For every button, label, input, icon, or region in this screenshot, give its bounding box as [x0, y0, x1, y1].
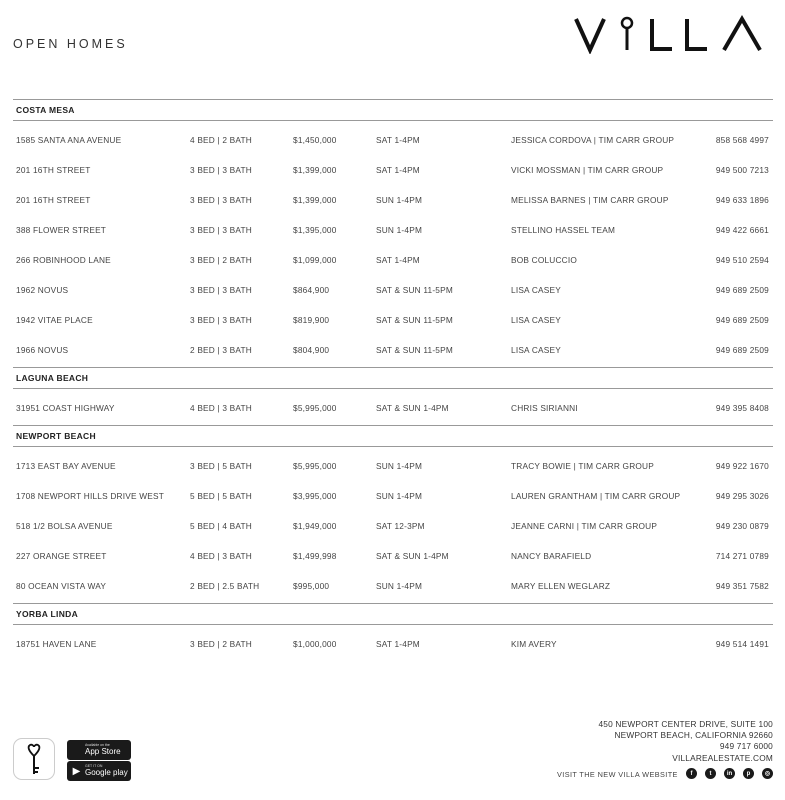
address-cell: 227 ORANGE STREET — [16, 551, 107, 561]
price-cell: $1,395,000 — [293, 225, 337, 235]
open-time-cell: SAT 1-4PM — [376, 639, 420, 649]
bed-bath-cell: 3 BED | 3 BATH — [190, 315, 252, 325]
agent-cell: KIM AVERY — [511, 639, 557, 649]
bed-bath-cell: 4 BED | 3 BATH — [190, 403, 252, 413]
phone-cell: 949 395 8408 — [715, 403, 769, 413]
agent-cell: CHRIS SIRIANNI — [511, 403, 578, 413]
address-cell: 31951 COAST HIGHWAY — [16, 403, 115, 413]
google-play-badge[interactable] — [67, 761, 131, 781]
listing-row[interactable] — [13, 481, 773, 511]
bed-bath-cell: 3 BED | 3 BATH — [190, 285, 252, 295]
bed-bath-cell: 4 BED | 3 BATH — [190, 551, 252, 561]
price-cell: $819,900 — [293, 315, 330, 325]
listing-row[interactable] — [13, 185, 773, 215]
address-cell: 1966 NOVUS — [16, 345, 69, 355]
bed-bath-cell: 3 BED | 2 BATH — [190, 255, 252, 265]
listing-row[interactable] — [13, 393, 773, 423]
address-cell: 201 16TH STREET — [16, 195, 91, 205]
phone-cell: 949 689 2509 — [715, 345, 769, 355]
address-cell: 1708 NEWPORT HILLS DRIVE WEST — [16, 491, 164, 501]
key-icon — [25, 742, 43, 776]
address-cell: 1585 SANTA ANA AVENUE — [16, 135, 122, 145]
open-time-cell: SAT 12-3PM — [376, 521, 425, 531]
bed-bath-cell: 2 BED | 3 BATH — [190, 345, 252, 355]
listing-row[interactable] — [13, 335, 773, 365]
agent-cell: JESSICA CORDOVA | TIM CARR GROUP — [511, 135, 675, 145]
linkedin-icon[interactable]: in — [724, 768, 735, 779]
listing-row[interactable] — [13, 451, 773, 481]
agent-cell: TRACY BOWIE | TIM CARR GROUP — [511, 461, 654, 471]
open-time-cell: SUN 1-4PM — [376, 195, 423, 205]
section-costa-mesa — [13, 99, 773, 367]
open-time-cell: SUN 1-4PM — [376, 461, 423, 471]
open-time-cell: SAT 1-4PM — [376, 135, 420, 145]
price-cell: $1,499,998 — [293, 551, 337, 561]
open-time-cell: SAT & SUN 11-5PM — [376, 285, 453, 295]
app-store-small-text: Available on the — [85, 743, 110, 748]
phone-cell: 858 568 4997 — [715, 135, 769, 145]
agent-cell: NANCY BARAFIELD — [511, 551, 592, 561]
phone-cell: 949 689 2509 — [715, 285, 769, 295]
google-play-small-text: GET IT ON — [85, 764, 103, 769]
price-cell: $1,450,000 — [293, 135, 337, 145]
office-phone: 949 717 6000 — [719, 741, 773, 752]
address-cell: 1942 VITAE PLACE — [16, 315, 93, 325]
agent-cell: MARY ELLEN WEGLARZ — [511, 581, 611, 591]
open-time-cell: SAT & SUN 11-5PM — [376, 345, 453, 355]
agent-cell: JEANNE CARNI | TIM CARR GROUP — [511, 521, 658, 531]
listing-row[interactable] — [13, 305, 773, 335]
app-store-text: App Store — [85, 746, 121, 756]
address-cell: 18751 HAVEN LANE — [16, 639, 97, 649]
open-time-cell: SUN 1-4PM — [376, 491, 423, 501]
google-play-text: Google play — [85, 767, 128, 777]
website-link[interactable]: VILLAREALESTATE.COM — [672, 752, 773, 763]
facebook-icon[interactable]: f — [686, 768, 697, 779]
open-time-cell: SAT & SUN 1-4PM — [376, 403, 449, 413]
google-play-icon: ▶ — [72, 765, 81, 777]
address-line: NEWPORT BEACH, CALIFORNIA 92660 — [614, 730, 773, 741]
villa-logo-mark — [574, 14, 774, 54]
address-cell: 1962 NOVUS — [16, 285, 69, 295]
open-time-cell: SAT & SUN 1-4PM — [376, 551, 449, 561]
phone-cell: 949 230 0879 — [715, 521, 769, 531]
section-header: COSTA MESA — [13, 99, 773, 121]
open-homes-listing — [13, 99, 773, 661]
price-cell: $1,399,000 — [293, 195, 337, 205]
listing-row[interactable] — [13, 155, 773, 185]
section-laguna-beach — [13, 367, 773, 425]
section-header: NEWPORT BEACH — [13, 425, 773, 447]
listing-row[interactable] — [13, 275, 773, 305]
agent-cell: MELISSA BARNES | TIM CARR GROUP — [511, 195, 669, 205]
phone-cell: 949 351 7582 — [715, 581, 769, 591]
address-cell: 388 FLOWER STREET — [16, 225, 107, 235]
section-header: YORBA LINDA — [13, 603, 773, 625]
open-time-cell: SAT & SUN 11-5PM — [376, 315, 453, 325]
address-cell: 518 1/2 BOLSA AVENUE — [16, 521, 113, 531]
agent-cell: VICKI MOSSMAN | TIM CARR GROUP — [511, 165, 664, 175]
phone-cell: 949 500 7213 — [715, 165, 769, 175]
agent-cell: LISA CASEY — [511, 345, 561, 355]
bed-bath-cell: 2 BED | 2.5 BATH — [190, 581, 260, 591]
phone-cell: 949 922 1670 — [715, 461, 769, 471]
office-address — [598, 719, 773, 764]
listing-row[interactable] — [13, 541, 773, 571]
bed-bath-cell: 4 BED | 2 BATH — [190, 135, 252, 145]
address-cell: 80 OCEAN VISTA WAY — [16, 581, 107, 591]
agent-cell: BOB COLUCCIO — [511, 255, 578, 265]
listing-row[interactable] — [13, 629, 773, 659]
villa-logo[interactable] — [574, 14, 774, 54]
price-cell: $1,949,000 — [293, 521, 337, 531]
agent-cell: LISA CASEY — [511, 315, 561, 325]
listing-row[interactable] — [13, 125, 773, 155]
bed-bath-cell: 3 BED | 3 BATH — [190, 195, 252, 205]
social-links — [686, 768, 773, 779]
bed-bath-cell: 5 BED | 4 BATH — [190, 521, 252, 531]
price-cell: $3,995,000 — [293, 491, 337, 501]
twitter-icon[interactable]: t — [705, 768, 716, 779]
section-newport-beach — [13, 425, 773, 603]
app-store-badge[interactable] — [67, 740, 131, 760]
visit-website-text[interactable]: VISIT THE NEW VILLA WEBSITE — [557, 770, 678, 779]
bed-bath-cell: 5 BED | 5 BATH — [190, 491, 252, 501]
phone-cell: 949 633 1896 — [715, 195, 769, 205]
agent-cell: LAUREN GRANTHAM | TIM CARR GROUP — [511, 491, 681, 501]
bed-bath-cell: 3 BED | 3 BATH — [190, 225, 252, 235]
agent-cell: STELLINO HASSEL TEAM — [511, 225, 616, 235]
phone-cell: 949 514 1491 — [715, 639, 769, 649]
section-header: LAGUNA BEACH — [13, 367, 773, 389]
open-time-cell: SAT 1-4PM — [376, 255, 420, 265]
address-cell: 266 ROBINHOOD LANE — [16, 255, 111, 265]
agent-cell: LISA CASEY — [511, 285, 561, 295]
price-cell: $995,000 — [293, 581, 330, 591]
villa-app-icon[interactable] — [13, 738, 55, 780]
listing-row[interactable] — [13, 245, 773, 275]
phone-cell: 714 271 0789 — [715, 551, 769, 561]
phone-cell: 949 689 2509 — [715, 315, 769, 325]
price-cell: $5,995,000 — [293, 461, 337, 471]
price-cell: $1,099,000 — [293, 255, 337, 265]
page-title: OPEN HOMES — [13, 37, 128, 51]
phone-cell: 949 422 6661 — [715, 225, 769, 235]
open-time-cell: SUN 1-4PM — [376, 225, 423, 235]
open-time-cell: SUN 1-4PM — [376, 581, 423, 591]
pinterest-icon[interactable]: p — [743, 768, 754, 779]
price-cell: $5,995,000 — [293, 403, 337, 413]
price-cell: $1,000,000 — [293, 639, 337, 649]
address-cell: 1713 EAST BAY AVENUE — [16, 461, 116, 471]
price-cell: $1,399,000 — [293, 165, 337, 175]
listing-row[interactable] — [13, 511, 773, 541]
instagram-icon[interactable]: ◎ — [762, 768, 773, 779]
address-line: 450 NEWPORT CENTER DRIVE, SUITE 100 — [598, 719, 773, 729]
listing-row[interactable] — [13, 571, 773, 601]
bed-bath-cell: 3 BED | 3 BATH — [190, 165, 252, 175]
open-time-cell: SAT 1-4PM — [376, 165, 420, 175]
phone-cell: 949 295 3026 — [715, 491, 769, 501]
phone-cell: 949 510 2594 — [715, 255, 769, 265]
listing-row[interactable] — [13, 215, 773, 245]
bed-bath-cell: 3 BED | 2 BATH — [190, 639, 252, 649]
section-yorba-linda — [13, 603, 773, 661]
price-cell: $864,900 — [293, 285, 330, 295]
price-cell: $804,900 — [293, 345, 330, 355]
bed-bath-cell: 3 BED | 5 BATH — [190, 461, 252, 471]
address-cell: 201 16TH STREET — [16, 165, 91, 175]
